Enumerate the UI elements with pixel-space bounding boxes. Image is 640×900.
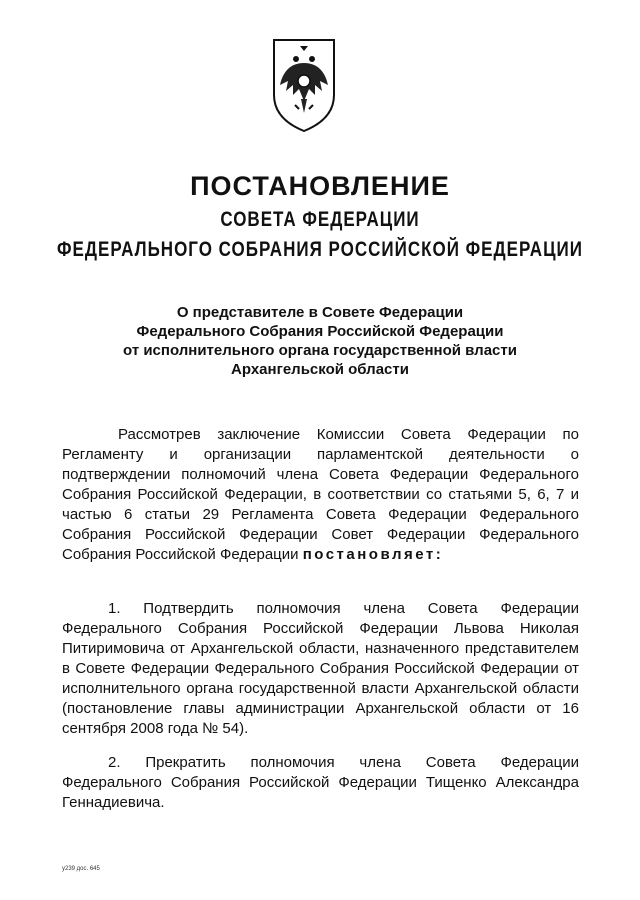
- document-subtitle-line1: СОВЕТА ФЕДЕРАЦИИ: [220, 207, 420, 231]
- heading-line: Архангельской области: [231, 361, 409, 378]
- heading-line: от исполнительного органа государственной власти: [123, 342, 517, 359]
- heading-line: Федерального Собрания Российской Федерации: [136, 323, 504, 340]
- document-subtitle-line2: ФЕДЕРАЛЬНОГО СОБРАНИЯ РОССИЙСКОЙ ФЕДЕРАЦИИ: [57, 237, 583, 261]
- resolution-item-2: 2. Прекратить полномочия члена Совета Федерации Федерального Собрания Российской Федерации Тищенко Александра Геннадиевича.: [62, 754, 579, 811]
- state-emblem-icon: [271, 37, 337, 133]
- heading-line: О представителе в Совете Федерации: [176, 304, 464, 321]
- intro-text: Рассмотрев заключение Комиссии Совета Федерации по Регламенту и организации парламентской деятельности о подтверждении полномочий члена Совета Федерации Федерального Собрания Российской Федерации, в соответствии со статьями 5, 6, 7 и частью 6 статьи 29 Регламента Совета Федерации Федерального Собрания Российской Федерации Совет Федерации Федерального Собрания Российской Федерации: [62, 426, 579, 563]
- resolution-item-1: 1. Подтвердить полномочия члена Совета Федерации Федерального Собрания Российской Федерации Львова Николая Питиримовича от Архангельской области, назначенного представителем в Совете Федерации Федерального Собрания Российской Федерации от исполнительного органа государственной власти Архангельской области (постановление главы администрации Архангельской области от 16 сентября 2008 года № 54).: [62, 600, 579, 737]
- intro-paragraph: [62, 425, 579, 565]
- document-title: ПОСТАНОВЛЕНИЕ: [190, 171, 450, 201]
- resolves-word: постановляет:: [302, 546, 444, 563]
- document-footer-code: у239 дос. 645: [62, 866, 100, 872]
- resolution-heading: [60, 303, 580, 379]
